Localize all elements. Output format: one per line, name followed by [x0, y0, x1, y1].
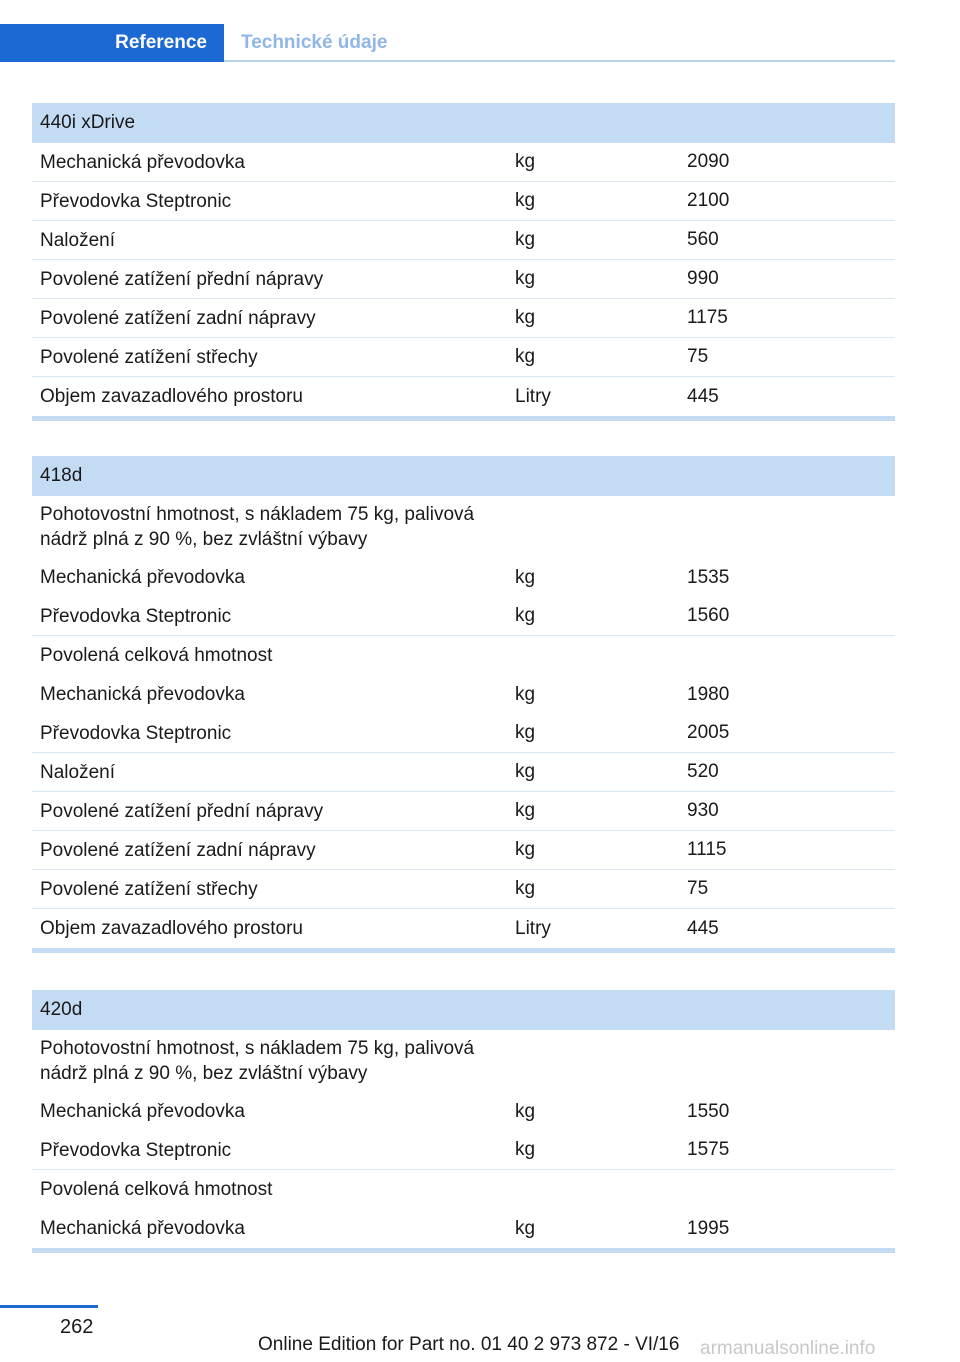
- table-row: Převodovka Steptronic kg 2100: [32, 182, 895, 221]
- table-row: Povolená celková hmotnost: [40, 1179, 273, 1200]
- table-title: 418d: [32, 456, 895, 496]
- table-row: Pohotovostní hmotnost, s nákladem 75 kg, palivová nádrž plná z 90 %, bez zvláštní výbavy: [40, 504, 475, 550]
- table-row: Pohotovostní hmotnost, s nákladem 75 kg, palivová nádrž plná z 90 %, bez zvláštní výbavy: [40, 1038, 475, 1084]
- spec-table-418d: [32, 456, 895, 953]
- table-row: Objem zavazadlového prostoru Litry 445: [40, 385, 719, 407]
- table-end-bar: [32, 1248, 895, 1253]
- table-row: Povolené zatížení přední nápravy kg 990: [32, 260, 895, 299]
- page-number: 262: [60, 1316, 94, 1338]
- table-row: Povolené zatížení zadní nápravy kg 1175: [32, 299, 895, 338]
- table-end-bar: [32, 948, 895, 953]
- footer-accent-line: [0, 1305, 98, 1308]
- table-title: 440i xDrive: [32, 103, 895, 143]
- table-row: Převodovka Steptronic kg 1575: [32, 1131, 895, 1170]
- tab-reference[interactable]: Reference: [0, 24, 224, 62]
- table-row: Naložení kg 560: [32, 221, 895, 260]
- table-title: 420d: [32, 990, 895, 1030]
- table-row: Povolené zatížení přední nápravy kg 930: [32, 792, 895, 831]
- table-row: Převodovka Steptronic kg 1560: [32, 597, 895, 636]
- table-row: Mechanická převodovka kg 1995: [40, 1217, 730, 1239]
- spec-table-440i: [32, 103, 895, 421]
- table-end-bar: [32, 416, 895, 421]
- table-row: Mechanická převodovka kg 1980: [40, 683, 730, 705]
- table-row: Povolená celková hmotnost: [40, 645, 273, 666]
- table-row: Převodovka Steptronic kg 2005: [32, 714, 895, 753]
- tab-underline: [224, 60, 895, 62]
- table-row: Povolené zatížení zadní nápravy kg 1115: [32, 831, 895, 870]
- table-row: Povolené zatížení střechy kg 75: [32, 338, 895, 377]
- table-row: Mechanická převodovka kg 1550: [40, 1100, 730, 1122]
- spec-table-420d: [32, 990, 895, 1253]
- watermark: armanualsonline.info: [700, 1338, 876, 1359]
- table-row: Naložení kg 520: [32, 753, 895, 792]
- table-row: Mechanická převodovka kg 2090: [32, 143, 895, 182]
- table-row: Objem zavazadlového prostoru Litry 445: [40, 917, 719, 939]
- table-row: Mechanická převodovka kg 1535: [40, 566, 730, 588]
- table-row: Povolené zatížení střechy kg 75: [32, 870, 895, 909]
- section-tabs: [0, 24, 895, 62]
- edition-note: Online Edition for Part no. 01 40 2 973 872 - VI/16: [258, 1334, 680, 1355]
- tab-technical-data[interactable]: Technické údaje: [241, 32, 388, 53]
